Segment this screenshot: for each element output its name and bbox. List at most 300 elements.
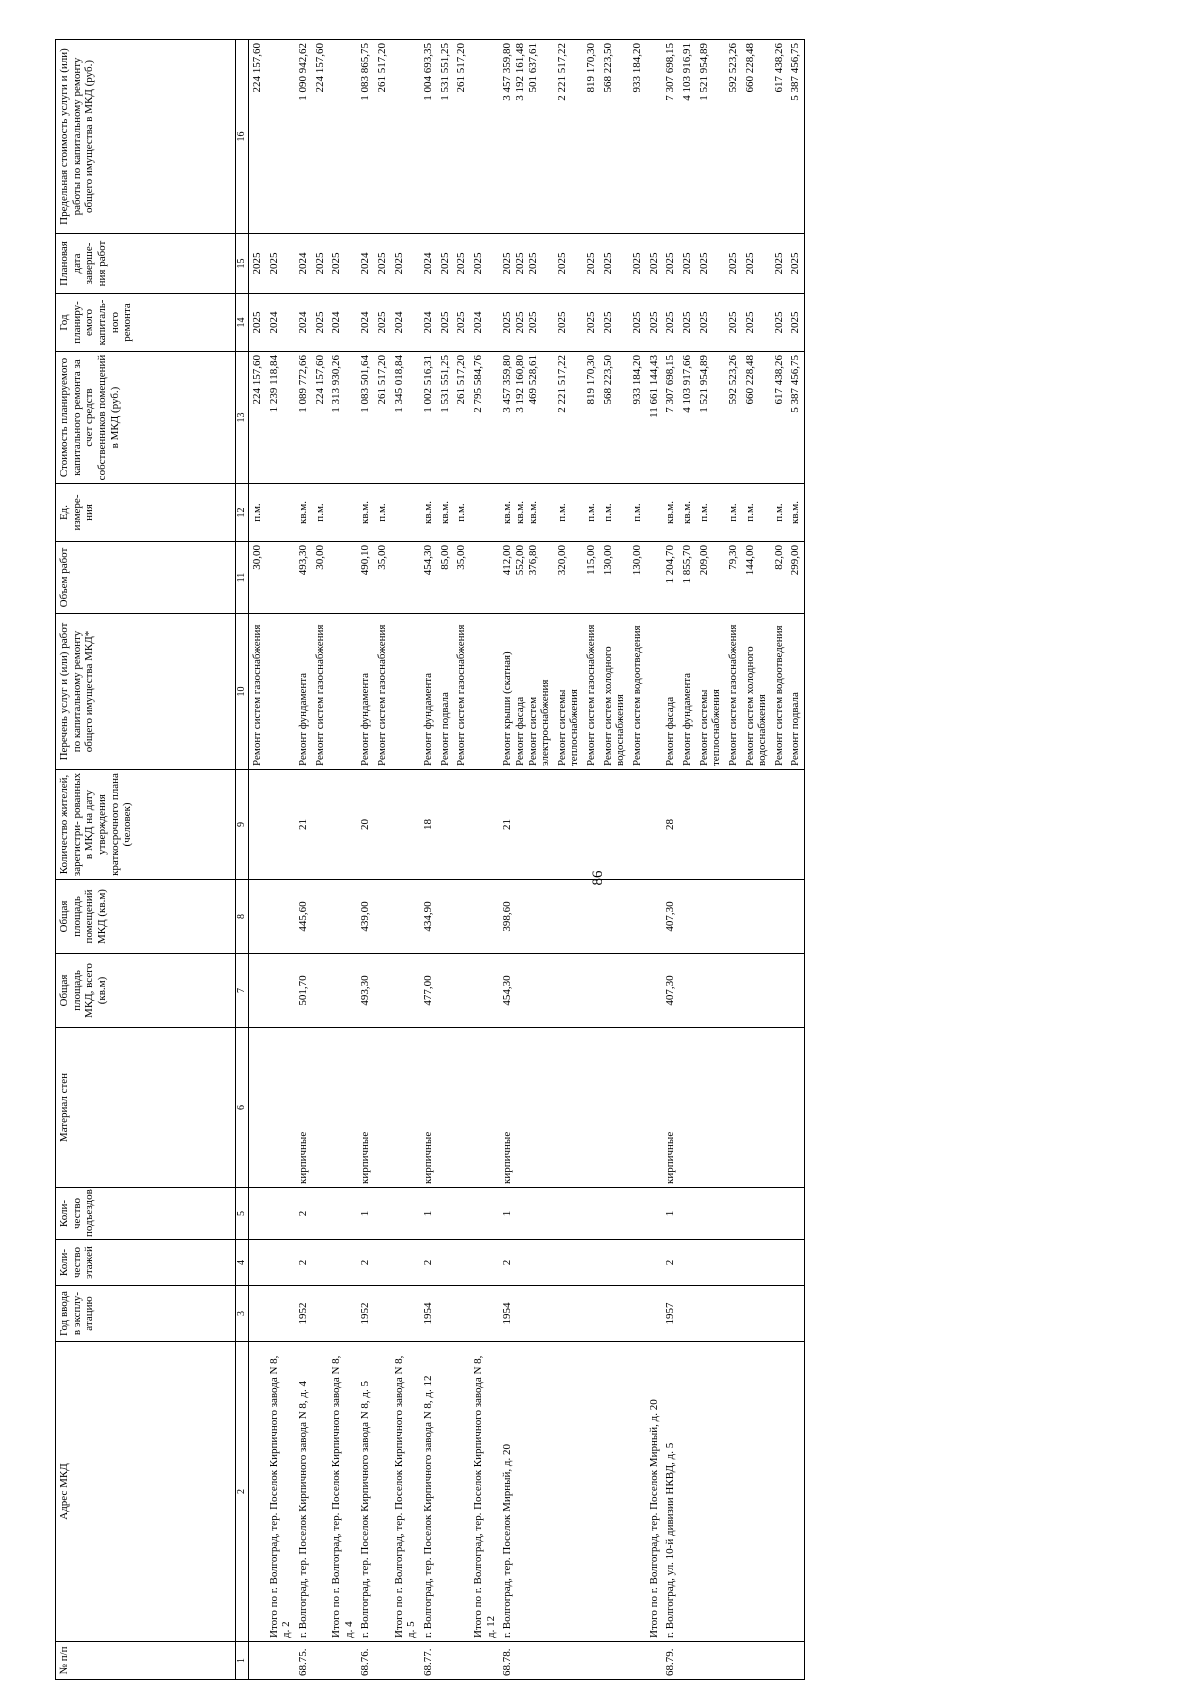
- row-number-cell: [470, 1642, 499, 1680]
- work-volume: 144,00: [743, 545, 756, 576]
- work-volume: 376,80: [526, 545, 539, 576]
- work-type: Ремонт системы теплоснабжения: [697, 689, 723, 766]
- cost: 2 795 584,76: [471, 355, 484, 413]
- entrances-cell: [391, 1188, 420, 1240]
- cost: 11 661 144,43: [647, 355, 660, 418]
- plan-year: 2024: [330, 311, 343, 334]
- area-premises-cell: [249, 880, 266, 954]
- address-cell: Итого по г. Волгоград, тер. Поселок Кирпичного завода N 8, д. 2: [266, 1342, 295, 1642]
- end-date: 2024: [359, 252, 372, 275]
- cost: 5 387 456,75: [789, 355, 802, 413]
- residents-cell: [771, 770, 788, 880]
- work-volume: 30,00: [313, 545, 326, 570]
- cost-cell: [662, 352, 679, 484]
- work-type-cell: [453, 614, 470, 770]
- column-header: Плановая дата заверше- ния работ: [56, 234, 236, 294]
- end-date: 2025: [647, 252, 660, 275]
- row-number-cell: [629, 1642, 646, 1680]
- wall-material-cell: [787, 1028, 804, 1188]
- cost: 592 523,26: [726, 355, 739, 405]
- area-total-cell: [646, 954, 663, 1028]
- cost-cell: [453, 352, 470, 484]
- unit: п.м.: [743, 503, 756, 522]
- end-date-cell: [725, 234, 742, 294]
- end-date-cell: [470, 234, 499, 294]
- unit-cell: [295, 484, 312, 542]
- column-number: 14: [236, 294, 249, 352]
- limit-cost: 3 192 161,48: [513, 43, 526, 101]
- address-cell: [437, 1342, 454, 1642]
- end-date-cell: [328, 234, 357, 294]
- unit: п.м.: [601, 503, 614, 522]
- floors-cell: [328, 1240, 357, 1286]
- row-number-cell: 68.76.: [357, 1642, 374, 1680]
- area-total-cell: [453, 954, 470, 1028]
- limit-cost-cell: [499, 40, 554, 234]
- table-row: [453, 40, 470, 1680]
- work-volume-cell: [554, 542, 583, 614]
- cost: 469 528,61: [526, 355, 539, 405]
- limit-cost-cell: [787, 40, 804, 234]
- address-cell: г. Волгоград, тер. Поселок Кирпичного завода N 8, д. 4: [295, 1342, 312, 1642]
- address-cell: [679, 1342, 696, 1642]
- limit-cost: 819 170,30: [585, 43, 598, 93]
- plan-year: 2024: [471, 311, 484, 334]
- end-date-cell: [629, 234, 646, 294]
- work-volume-cell: [470, 542, 499, 614]
- area-premises-cell: [771, 880, 788, 954]
- work-type-cell: [600, 614, 629, 770]
- plan-year: 2024: [392, 311, 405, 334]
- limit-cost: 2 221 517,22: [555, 43, 568, 101]
- area-total-cell: 454,30: [499, 954, 554, 1028]
- wall-material-cell: кирпичные: [295, 1028, 312, 1188]
- end-date: 2025: [555, 252, 568, 275]
- entrances-cell: [646, 1188, 663, 1240]
- work-volume: 412,00: [501, 545, 514, 576]
- unit: п.м.: [585, 503, 598, 522]
- end-date: 2025: [313, 252, 326, 275]
- entrances-cell: [249, 1188, 266, 1240]
- limit-cost-cell: [312, 40, 329, 234]
- plan-year: 2025: [789, 311, 802, 334]
- work-type-cell: [499, 614, 554, 770]
- area-premises-cell: 445,60: [295, 880, 312, 954]
- unit-cell: [249, 484, 266, 542]
- unit-cell: [725, 484, 742, 542]
- plan-year: 2025: [376, 311, 389, 334]
- entrances-cell: 2: [295, 1188, 312, 1240]
- end-date: 2025: [513, 252, 526, 275]
- wall-material-cell: [554, 1028, 583, 1188]
- floors-cell: [391, 1240, 420, 1286]
- address-cell: [742, 1342, 771, 1642]
- limit-cost-cell: [696, 40, 725, 234]
- table-row: [420, 40, 437, 1680]
- entrances-cell: [453, 1188, 470, 1240]
- unit: кв.м.: [422, 501, 435, 524]
- work-type-cell: [437, 614, 454, 770]
- wall-material-cell: кирпичные: [662, 1028, 679, 1188]
- row-number-cell: [771, 1642, 788, 1680]
- work-type: Ремонт систем холодного водоснабжения: [743, 646, 769, 766]
- limit-cost-cell: [600, 40, 629, 234]
- address-cell: Итого по г. Волгоград, тер. Поселок Мирный, д. 20: [646, 1342, 663, 1642]
- residents-cell: [266, 770, 295, 880]
- work-volume-cell: [787, 542, 804, 614]
- work-type-cell: [771, 614, 788, 770]
- address-cell: г. Волгоград, ул. 10-й дивизии НКВД, д. 5: [662, 1342, 679, 1642]
- end-date-cell: [646, 234, 663, 294]
- limit-cost: 568 223,50: [601, 43, 614, 93]
- plan-year-cell: [295, 294, 312, 352]
- unit-cell: [742, 484, 771, 542]
- cost: 617 438,26: [772, 355, 785, 405]
- work-volume-cell: [453, 542, 470, 614]
- limit-cost: 1 090 942,62: [296, 43, 309, 101]
- cost-cell: [646, 352, 663, 484]
- end-date: 2025: [601, 252, 614, 275]
- year-built-cell: [600, 1286, 629, 1342]
- limit-cost: 4 103 916,91: [680, 43, 693, 101]
- unit-cell: [374, 484, 391, 542]
- floors-cell: [696, 1240, 725, 1286]
- unit-cell: [437, 484, 454, 542]
- address-cell: [696, 1342, 725, 1642]
- table-row: [437, 40, 454, 1680]
- repair-plan-table: [55, 39, 805, 1680]
- unit-cell: [629, 484, 646, 542]
- plan-year-cell: [499, 294, 554, 352]
- work-volume-cell: [312, 542, 329, 614]
- cost: 261 517,20: [376, 355, 389, 405]
- work-volume: 85,00: [438, 545, 451, 570]
- column-header: Коли- чество подъездов: [56, 1188, 236, 1240]
- wall-material-cell: [600, 1028, 629, 1188]
- cost-cell: [374, 352, 391, 484]
- column-number: 9: [236, 770, 249, 880]
- work-type: Ремонт системы теплоснабжения: [555, 689, 581, 766]
- column-header: Предельная стоимость услуги и (или) работы по капитальному ремонту общего имущества в МКД (руб.): [56, 40, 236, 234]
- floors-cell: 2: [662, 1240, 679, 1286]
- cost: 3 192 160,80: [513, 355, 526, 413]
- table-row: [470, 40, 499, 1680]
- work-volume-cell: [249, 542, 266, 614]
- residents-cell: [629, 770, 646, 880]
- plan-year-cell: [787, 294, 804, 352]
- cost-cell: [249, 352, 266, 484]
- plan-year: 2025: [601, 311, 614, 334]
- limit-cost-cell: [646, 40, 663, 234]
- work-type: Ремонт систем электроснабжения: [526, 679, 552, 766]
- year-built-cell: [629, 1286, 646, 1342]
- column-number: 13: [236, 352, 249, 484]
- cost: 819 170,30: [585, 355, 598, 405]
- work-type-cell: [679, 614, 696, 770]
- plan-year: 2025: [513, 311, 526, 334]
- address-cell: г. Волгоград, тер. Поселок Кирпичного завода N 8, д. 5: [357, 1342, 374, 1642]
- row-number-cell: [249, 1642, 266, 1680]
- floors-cell: [266, 1240, 295, 1286]
- plan-year: 2025: [680, 311, 693, 334]
- column-number-row: [236, 40, 249, 1680]
- wall-material-cell: [328, 1028, 357, 1188]
- end-date-cell: [249, 234, 266, 294]
- work-type: Ремонт фундамента: [359, 672, 372, 766]
- area-total-cell: [374, 954, 391, 1028]
- wall-material-cell: кирпичные: [357, 1028, 374, 1188]
- end-date-cell: [437, 234, 454, 294]
- plan-year-cell: [629, 294, 646, 352]
- work-volume: 1 204,70: [664, 545, 677, 584]
- end-date: 2025: [772, 252, 785, 275]
- area-premises-cell: [583, 880, 600, 954]
- floors-cell: [453, 1240, 470, 1286]
- work-volume-cell: [662, 542, 679, 614]
- cost-cell: [771, 352, 788, 484]
- limit-cost: 261 517,20: [376, 43, 389, 93]
- address-cell: [725, 1342, 742, 1642]
- end-date: 2025: [330, 252, 343, 275]
- table-row: [662, 40, 679, 1680]
- column-header: Год планиру- емого капиталь- ного ремонта: [56, 294, 236, 352]
- year-built-cell: 1954: [420, 1286, 437, 1342]
- work-volume-cell: [499, 542, 554, 614]
- column-number: 6: [236, 1028, 249, 1188]
- area-premises-cell: 439,00: [357, 880, 374, 954]
- unit-cell: [328, 484, 357, 542]
- unit: кв.м.: [526, 501, 539, 524]
- plan-year-cell: [646, 294, 663, 352]
- wall-material-cell: [679, 1028, 696, 1188]
- table-row: [249, 40, 266, 1680]
- end-date-cell: [357, 234, 374, 294]
- plan-year-cell: [583, 294, 600, 352]
- end-date: 2025: [664, 252, 677, 275]
- address-cell: [600, 1342, 629, 1642]
- end-date-cell: [771, 234, 788, 294]
- plan-year-cell: [328, 294, 357, 352]
- floors-cell: [554, 1240, 583, 1286]
- work-volume-cell: [771, 542, 788, 614]
- work-type: Ремонт крыши (скатная): [501, 651, 514, 766]
- limit-cost: 501 637,61: [526, 43, 539, 93]
- table-row: [679, 40, 696, 1680]
- end-date-cell: [295, 234, 312, 294]
- work-volume-cell: [600, 542, 629, 614]
- unit: п.м.: [251, 503, 263, 522]
- work-type-cell: [357, 614, 374, 770]
- floors-cell: [249, 1240, 266, 1286]
- area-premises-cell: [679, 880, 696, 954]
- limit-cost: 1 004 693,35: [422, 43, 435, 101]
- column-number: 15: [236, 234, 249, 294]
- cost: 3 457 359,80: [501, 355, 514, 413]
- row-number-cell: [787, 1642, 804, 1680]
- work-type-cell: [725, 614, 742, 770]
- unit: п.м.: [726, 503, 739, 522]
- work-type: Ремонт систем холодного водоснабжения: [601, 646, 627, 766]
- end-date: 2025: [471, 252, 484, 275]
- address-cell: [453, 1342, 470, 1642]
- column-number: 4: [236, 1240, 249, 1286]
- plan-year-cell: [554, 294, 583, 352]
- table-row: [266, 40, 295, 1680]
- address-cell: [787, 1342, 804, 1642]
- address-cell: [312, 1342, 329, 1642]
- year-built-cell: [679, 1286, 696, 1342]
- work-volume-cell: [266, 542, 295, 614]
- work-type: Ремонт подвала: [789, 692, 802, 766]
- floors-cell: 2: [420, 1240, 437, 1286]
- table-row: [295, 40, 312, 1680]
- plan-year: 2025: [664, 311, 677, 334]
- year-built-cell: [787, 1286, 804, 1342]
- cost: 224 157,60: [251, 355, 263, 405]
- unit-cell: [499, 484, 554, 542]
- residents-cell: [725, 770, 742, 880]
- unit-cell: [600, 484, 629, 542]
- address-cell: [629, 1342, 646, 1642]
- work-volume: 30,00: [251, 545, 263, 570]
- limit-cost: 224 157,60: [251, 43, 263, 93]
- area-premises-cell: [554, 880, 583, 954]
- area-total-cell: 477,00: [420, 954, 437, 1028]
- limit-cost-cell: [771, 40, 788, 234]
- unit-cell: [420, 484, 437, 542]
- work-volume: 82,00: [772, 545, 785, 570]
- year-built-cell: 1957: [662, 1286, 679, 1342]
- floors-cell: 2: [499, 1240, 554, 1286]
- plan-year-cell: [470, 294, 499, 352]
- end-date: 2025: [251, 252, 263, 275]
- limit-cost: 224 157,60: [313, 43, 326, 93]
- work-volume-cell: [583, 542, 600, 614]
- table-body: [249, 40, 805, 1680]
- unit-cell: [391, 484, 420, 542]
- row-number-cell: [328, 1642, 357, 1680]
- end-date: 2025: [267, 252, 280, 275]
- work-volume: 35,00: [376, 545, 389, 570]
- residents-cell: 18: [420, 770, 437, 880]
- table-row: [499, 40, 554, 1680]
- row-number-cell: [453, 1642, 470, 1680]
- end-date: 2025: [438, 252, 451, 275]
- area-total-cell: [771, 954, 788, 1028]
- residents-cell: [679, 770, 696, 880]
- table-row: [554, 40, 583, 1680]
- unit-cell: [583, 484, 600, 542]
- limit-cost: 592 523,26: [726, 43, 739, 93]
- end-date-cell: [266, 234, 295, 294]
- work-type-cell: [787, 614, 804, 770]
- year-built-cell: [374, 1286, 391, 1342]
- area-premises-cell: [600, 880, 629, 954]
- plan-year: 2025: [631, 311, 644, 334]
- work-volume-cell: [437, 542, 454, 614]
- unit-cell: [554, 484, 583, 542]
- column-number: 1: [236, 1642, 249, 1680]
- column-header: Объем работ: [56, 542, 236, 614]
- limit-cost-cell: [554, 40, 583, 234]
- limit-cost: 660 228,48: [743, 43, 756, 93]
- wall-material-cell: [646, 1028, 663, 1188]
- residents-cell: 21: [499, 770, 554, 880]
- cost: 2 221 517,22: [555, 355, 568, 413]
- area-premises-cell: 434,90: [420, 880, 437, 954]
- cost-cell: [295, 352, 312, 484]
- area-premises-cell: [312, 880, 329, 954]
- residents-cell: [583, 770, 600, 880]
- end-date-cell: [499, 234, 554, 294]
- unit: кв.м.: [359, 501, 372, 524]
- end-date-cell: [453, 234, 470, 294]
- area-total-cell: [600, 954, 629, 1028]
- plan-year-cell: [600, 294, 629, 352]
- cost-cell: [357, 352, 374, 484]
- entrances-cell: [742, 1188, 771, 1240]
- area-total-cell: [391, 954, 420, 1028]
- column-number: 7: [236, 954, 249, 1028]
- cost: 1 089 772,66: [296, 355, 309, 413]
- cost: 1 083 501,64: [359, 355, 372, 413]
- plan-year: 2025: [526, 311, 539, 334]
- unit: п.м.: [772, 503, 785, 522]
- limit-cost-cell: [249, 40, 266, 234]
- row-number-cell: [600, 1642, 629, 1680]
- end-date: 2025: [631, 252, 644, 275]
- limit-cost-cell: [629, 40, 646, 234]
- work-volume-cell: [295, 542, 312, 614]
- limit-cost-cell: [374, 40, 391, 234]
- area-premises-cell: [328, 880, 357, 954]
- cost-cell: [328, 352, 357, 484]
- cost: 224 157,60: [313, 355, 326, 405]
- cost-cell: [600, 352, 629, 484]
- work-volume-cell: [328, 542, 357, 614]
- work-volume: 115,00: [585, 545, 598, 575]
- residents-cell: [312, 770, 329, 880]
- end-date-cell: [374, 234, 391, 294]
- plan-year-cell: [453, 294, 470, 352]
- end-date-cell: [600, 234, 629, 294]
- limit-cost: 1 083 865,75: [359, 43, 372, 101]
- entrances-cell: [600, 1188, 629, 1240]
- work-volume-cell: [679, 542, 696, 614]
- column-number: 16: [236, 40, 249, 234]
- row-number-cell: 68.79.: [662, 1642, 679, 1680]
- cost-cell: [420, 352, 437, 484]
- work-type-cell: [374, 614, 391, 770]
- cost: 7 307 698,15: [664, 355, 677, 413]
- plan-year: 2025: [455, 311, 468, 334]
- plan-year-cell: [420, 294, 437, 352]
- year-built-cell: [646, 1286, 663, 1342]
- end-date-cell: [583, 234, 600, 294]
- floors-cell: [725, 1240, 742, 1286]
- wall-material-cell: [437, 1028, 454, 1188]
- column-number: 3: [236, 1286, 249, 1342]
- entrances-cell: [725, 1188, 742, 1240]
- address-cell: [374, 1342, 391, 1642]
- work-type-cell: [312, 614, 329, 770]
- row-number-cell: [312, 1642, 329, 1680]
- area-total-cell: [742, 954, 771, 1028]
- work-volume-cell: [420, 542, 437, 614]
- work-type: Ремонт фасада: [513, 696, 526, 766]
- limit-cost-cell: [357, 40, 374, 234]
- end-date-cell: [312, 234, 329, 294]
